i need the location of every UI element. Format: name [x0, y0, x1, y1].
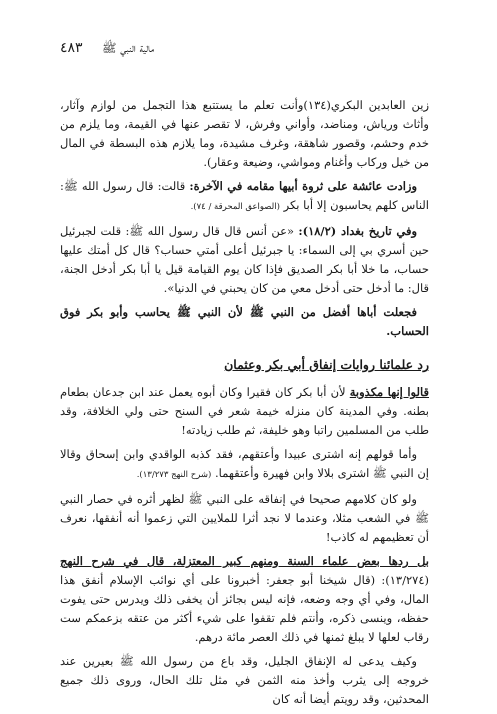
paragraph-lead: وزادت عائشة على ثروة أبيها مقامه في الآخرة: — [189, 179, 418, 193]
paragraph-baghdad — [60, 222, 429, 298]
paragraph-conclusion — [60, 303, 429, 341]
page-header — [60, 40, 429, 62]
paragraph-shib — [60, 490, 429, 547]
citation: (شرح النهج ١٣/٢٧٣). — [136, 470, 212, 480]
section-heading-text: رد علمائنا روايات إنفاق أبي بكر وعثمان — [224, 357, 429, 372]
body-text — [60, 96, 429, 714]
paragraph-text: زين العابدين البكري(١٣٤)وأنت تعلم ما يستتبع هذا التجمل من لوازم وآثار، وأثاث ورياش، ومناضد، وأواني وفرش، لا تقصر عنها في القيمة، وما يلزم من خدم وحشم، وقصور شاهقة، وغرف مشيدة، وما يلازم هذه البسطة في المال من خيل وركاب وأغنام ومواشي، وضيعة وعقار). — [60, 98, 429, 169]
paragraph-poverty — [60, 383, 429, 440]
paragraph-text: (١٣/٢٧٤): (قال شيخنا أبو جعفر: أخبرونا على أي نوائب الإسلام أنفق هذا المال، وفي أي وجه وضعه، فإنه ليس بجائز أن يخفى ذلك ويدرس حتى يفوت حفظه، وينسى ذكره، وأنتم فلم تقفوا على شيء أكثر من عتقه بزعمكم ست رقاب لعلها لا يبلغ ثمنها في ذلك العصر مائة درهم. — [60, 573, 429, 644]
paragraph-lead: بل ردها بعض علماء السنة ومنهم كبير المعتزلة، قال في شرح النهج — [60, 554, 429, 568]
page-number: ٤٨٣ — [60, 40, 83, 56]
paragraph-lead: وفي تاريخ بغداد (١٨/٢): — [298, 224, 418, 238]
paragraph-mutazila — [60, 552, 429, 647]
paragraph-camels — [60, 652, 429, 709]
paragraph-text: وأما قولهم إنه اشترى عبيدا وأعتقهم، فقد كذبه الواقدي وابن إسحاق وقالا إن النبي ﷺ اشترى بلالا وابن فهيرة وأعتقهما. — [60, 447, 429, 480]
paragraph-text: وكيف يدعى له الإنفاق الجليل، وقد باع من رسول الله ﷺ بعيرين عند خروجه إلى يثرب وأخذ منه الثمن في مثل تلك الحال، وروى ذلك جميع المحدثين، وقد رويتم أيضا أنه كان — [60, 654, 429, 706]
running-title: مالية النبي ﷺ — [102, 41, 155, 55]
paragraph-text: ولو كان كلامهم صحيحا في إنفاقه على النبي ﷺ لظهر أثره في حصار النبي ﷺ في الشعب مثلا، وعندما لا نجد أثرا للملايين التي زعموا أنه أنفقها، نعرف أن تعظيمهم له كاذب! — [60, 492, 429, 544]
paragraph-text: «عن أنس قال قال رسول الله ﷺ: قلت لجبرئيل حين أسري بي إلى السماء: يا جبرئيل أعلى أمتي حساب؟ قال كل أمتك عليها حساب، ما خلا أبا بكر الصديق فإذا كان يوم القيامة قيل يا أبا بكر أدخل الجنة، قال: ما أدخل حتى أدخل معي من كان يحبني في الدنيا». — [60, 224, 429, 295]
paragraph-text: فجعلت أباها أفضل من النبي ﷺ لأن النبي ﷺ يحاسب وأبو بكر فوق الحساب. — [60, 305, 429, 338]
section-heading — [60, 355, 429, 374]
paragraph-slaves — [60, 445, 429, 485]
citation: (الصواعق المحرقة / ٧٤). — [190, 202, 280, 212]
paragraph-text: قالت: قال رسول الله ﷺ: الناس كلهم يحاسبون إلا أبا بكر — [60, 179, 429, 212]
paragraph-aisha — [60, 177, 429, 217]
paragraph-wealth — [60, 96, 429, 172]
paragraph-text: لأن أبا بكر كان فقيرا وكان أبوه يعمل عند ابن جدعان بطعام بطنه. وفي المدينة كان منزله خيمة شعر في السنح حتى ولي الخلافة، وقد طلب من المسلمين راتبا وهو خليفة، ثم طلب زيادته! — [60, 385, 429, 437]
paragraph-lead: قالوا إنها مكذوبة — [349, 385, 429, 399]
